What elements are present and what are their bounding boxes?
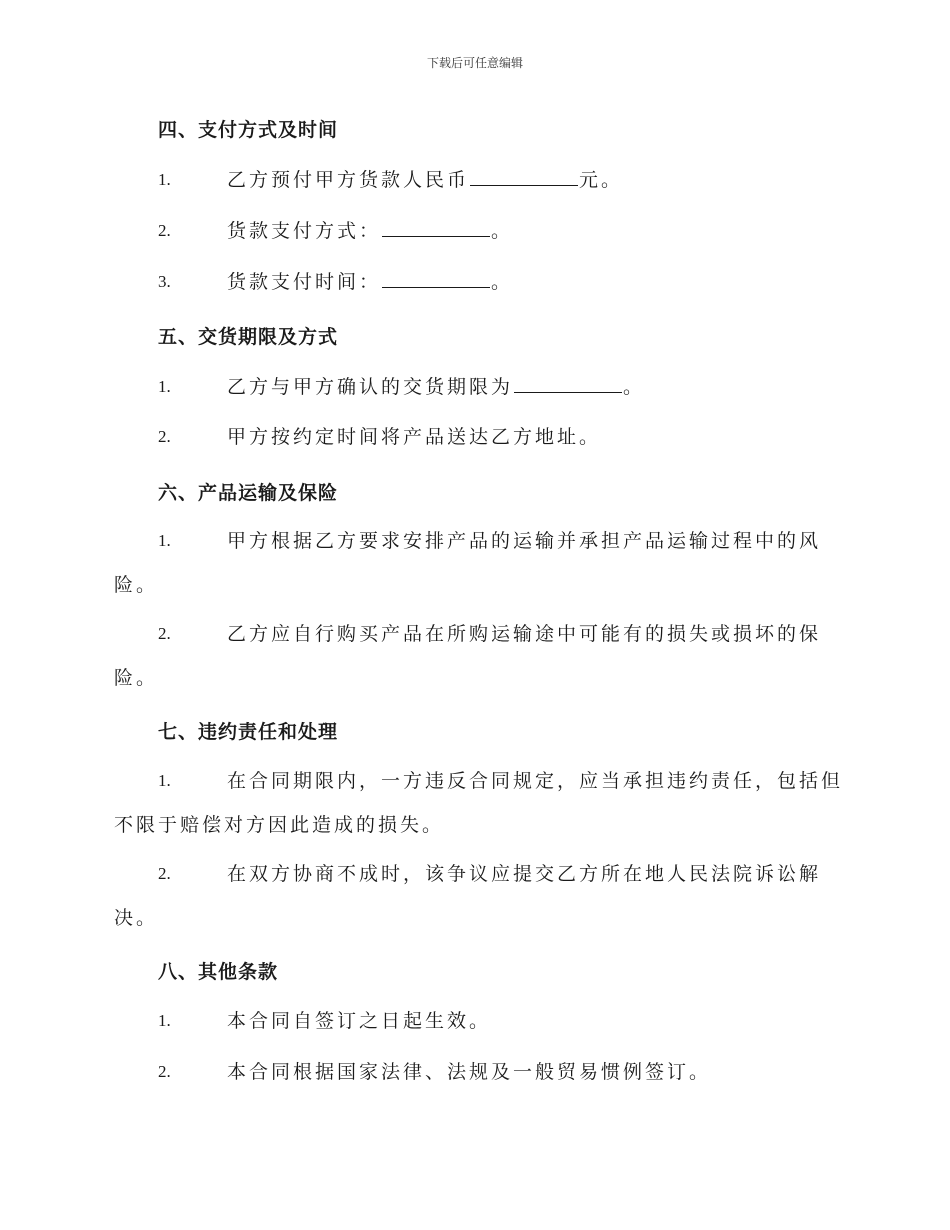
section-heading-liability: 七、违约责任和处理 [158,721,339,743]
fill-in-blank[interactable] [382,216,490,237]
clause-text: 甲方按约定时间将产品送达乙方地址。 [227,426,602,448]
clause-text: 本合同自签订之日起生效。 [227,1010,492,1032]
section-heading-delivery: 五、交货期限及方式 [158,326,339,348]
clause-number: 2. [158,1062,171,1081]
clause-item [114,999,844,1043]
clause-item [114,612,844,700]
section-heading-transport: 六、产品运输及保险 [158,482,339,504]
clause-text: 乙方与甲方确认的交货期限为 [227,376,514,398]
clause-text-continued: 险。 [114,574,159,596]
clause-text: 货款支付时间： [227,271,382,293]
clause-number: 1. [158,771,171,790]
clause-number: 2. [158,427,171,446]
clause-item [114,519,844,607]
page-header: 下载后可任意编辑 [426,56,523,70]
clause-item [114,759,844,847]
clause-item [114,260,844,304]
clause-text: 货款支付方式： [227,220,382,242]
clause-text-end: 。 [491,220,514,242]
clause-item [114,415,844,459]
clause-number: 1. [158,1011,171,1030]
clause-text-continued: 险。 [114,667,159,689]
clause-text-continued: 不限于赔偿对方因此造成的损失。 [114,814,445,836]
clause-number: 3. [158,272,171,291]
clause-number: 2. [158,624,171,643]
clause-text: 乙方预付甲方货款人民币 [227,169,470,191]
clause-text: 甲方根据乙方要求安排产品的运输并承担产品运输过程中的风 [227,530,822,552]
clause-text: 乙方应自行购买产品在所购运输途中可能有的损失或损坏的保 [227,623,822,645]
clause-text-end: 元。 [579,169,624,191]
section-heading-other: 八、其他条款 [158,961,279,983]
section-heading-payment: 四、支付方式及时间 [158,119,339,141]
clause-item [114,1050,844,1094]
clause-item [114,852,844,940]
clause-text-end: 。 [623,376,646,398]
fill-in-blank[interactable] [514,372,622,393]
clause-number: 1. [158,170,171,189]
clause-number: 1. [158,531,171,550]
clause-number: 1. [158,377,171,396]
clause-item [114,365,844,409]
clause-text: 本合同根据国家法律、法规及一般贸易惯例签订。 [227,1061,712,1083]
clause-text-continued: 决。 [114,907,159,929]
fill-in-blank[interactable] [470,165,578,186]
clause-text-end: 。 [491,271,514,293]
clause-text: 在双方协商不成时，该争议应提交乙方所在地人民法院诉讼解 [227,863,822,885]
clause-number: 2. [158,221,171,240]
clause-number: 2. [158,864,171,883]
clause-item [114,209,844,253]
fill-in-blank[interactable] [382,267,490,288]
clause-text: 在合同期限内，一方违反合同规定，应当承担违约责任，包括但 [227,770,844,792]
clause-item [114,158,844,202]
